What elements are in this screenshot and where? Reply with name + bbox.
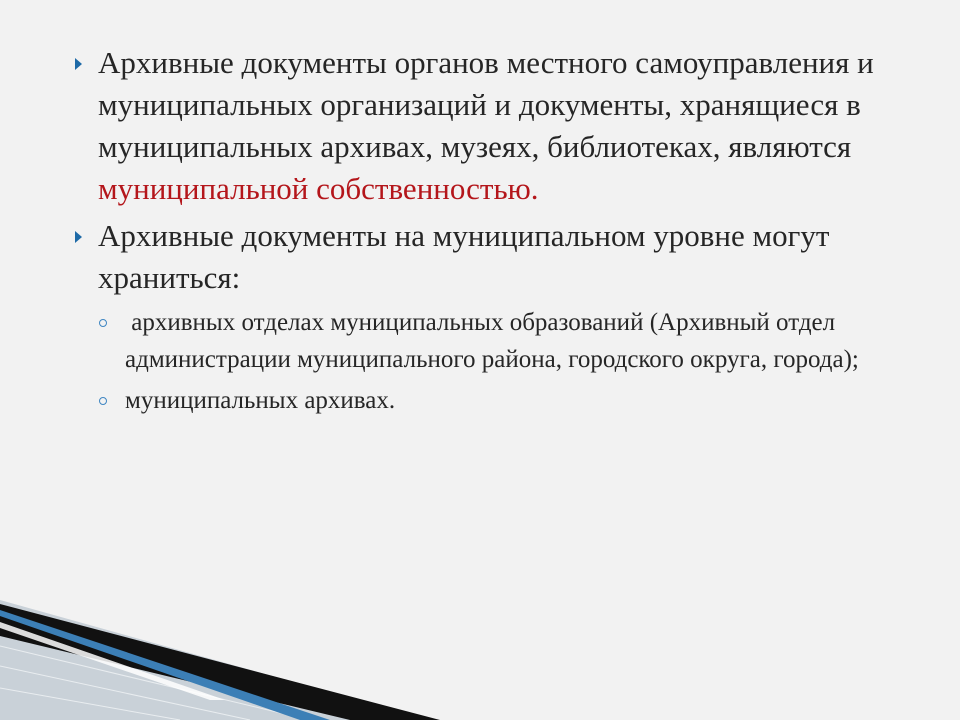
sub-bullet-item-municipal-archives bbox=[70, 382, 910, 419]
sub-bullet-item-archive-departments bbox=[70, 304, 910, 378]
bullet-item-municipal-property bbox=[70, 42, 910, 210]
sub-bullet-text: архивных отделах муниципальных образований (Архивный отдел администрации муниципального района, городского округа, города); bbox=[125, 309, 859, 373]
sub-bullet-text: муниципальных архивах. bbox=[125, 387, 396, 414]
triangle-right-icon bbox=[75, 231, 82, 243]
slide-content bbox=[70, 42, 910, 419]
hollow-circle-icon bbox=[99, 319, 107, 327]
bullet-item-storage-places bbox=[70, 215, 910, 299]
bullet-text: Архивные документы на муниципальном уровне могут храниться: bbox=[98, 218, 830, 295]
triangle-right-icon bbox=[75, 58, 82, 70]
bullet-text: Архивные документы органов местного самоуправления и муниципальных организаций и документы, хранящиеся в муниципальных архивах, музеях, библиотеках, являются bbox=[98, 45, 874, 164]
hollow-circle-icon bbox=[99, 397, 107, 405]
highlighted-text: муниципальной собственностью. bbox=[98, 171, 539, 206]
sub-bullet-list bbox=[70, 304, 910, 419]
